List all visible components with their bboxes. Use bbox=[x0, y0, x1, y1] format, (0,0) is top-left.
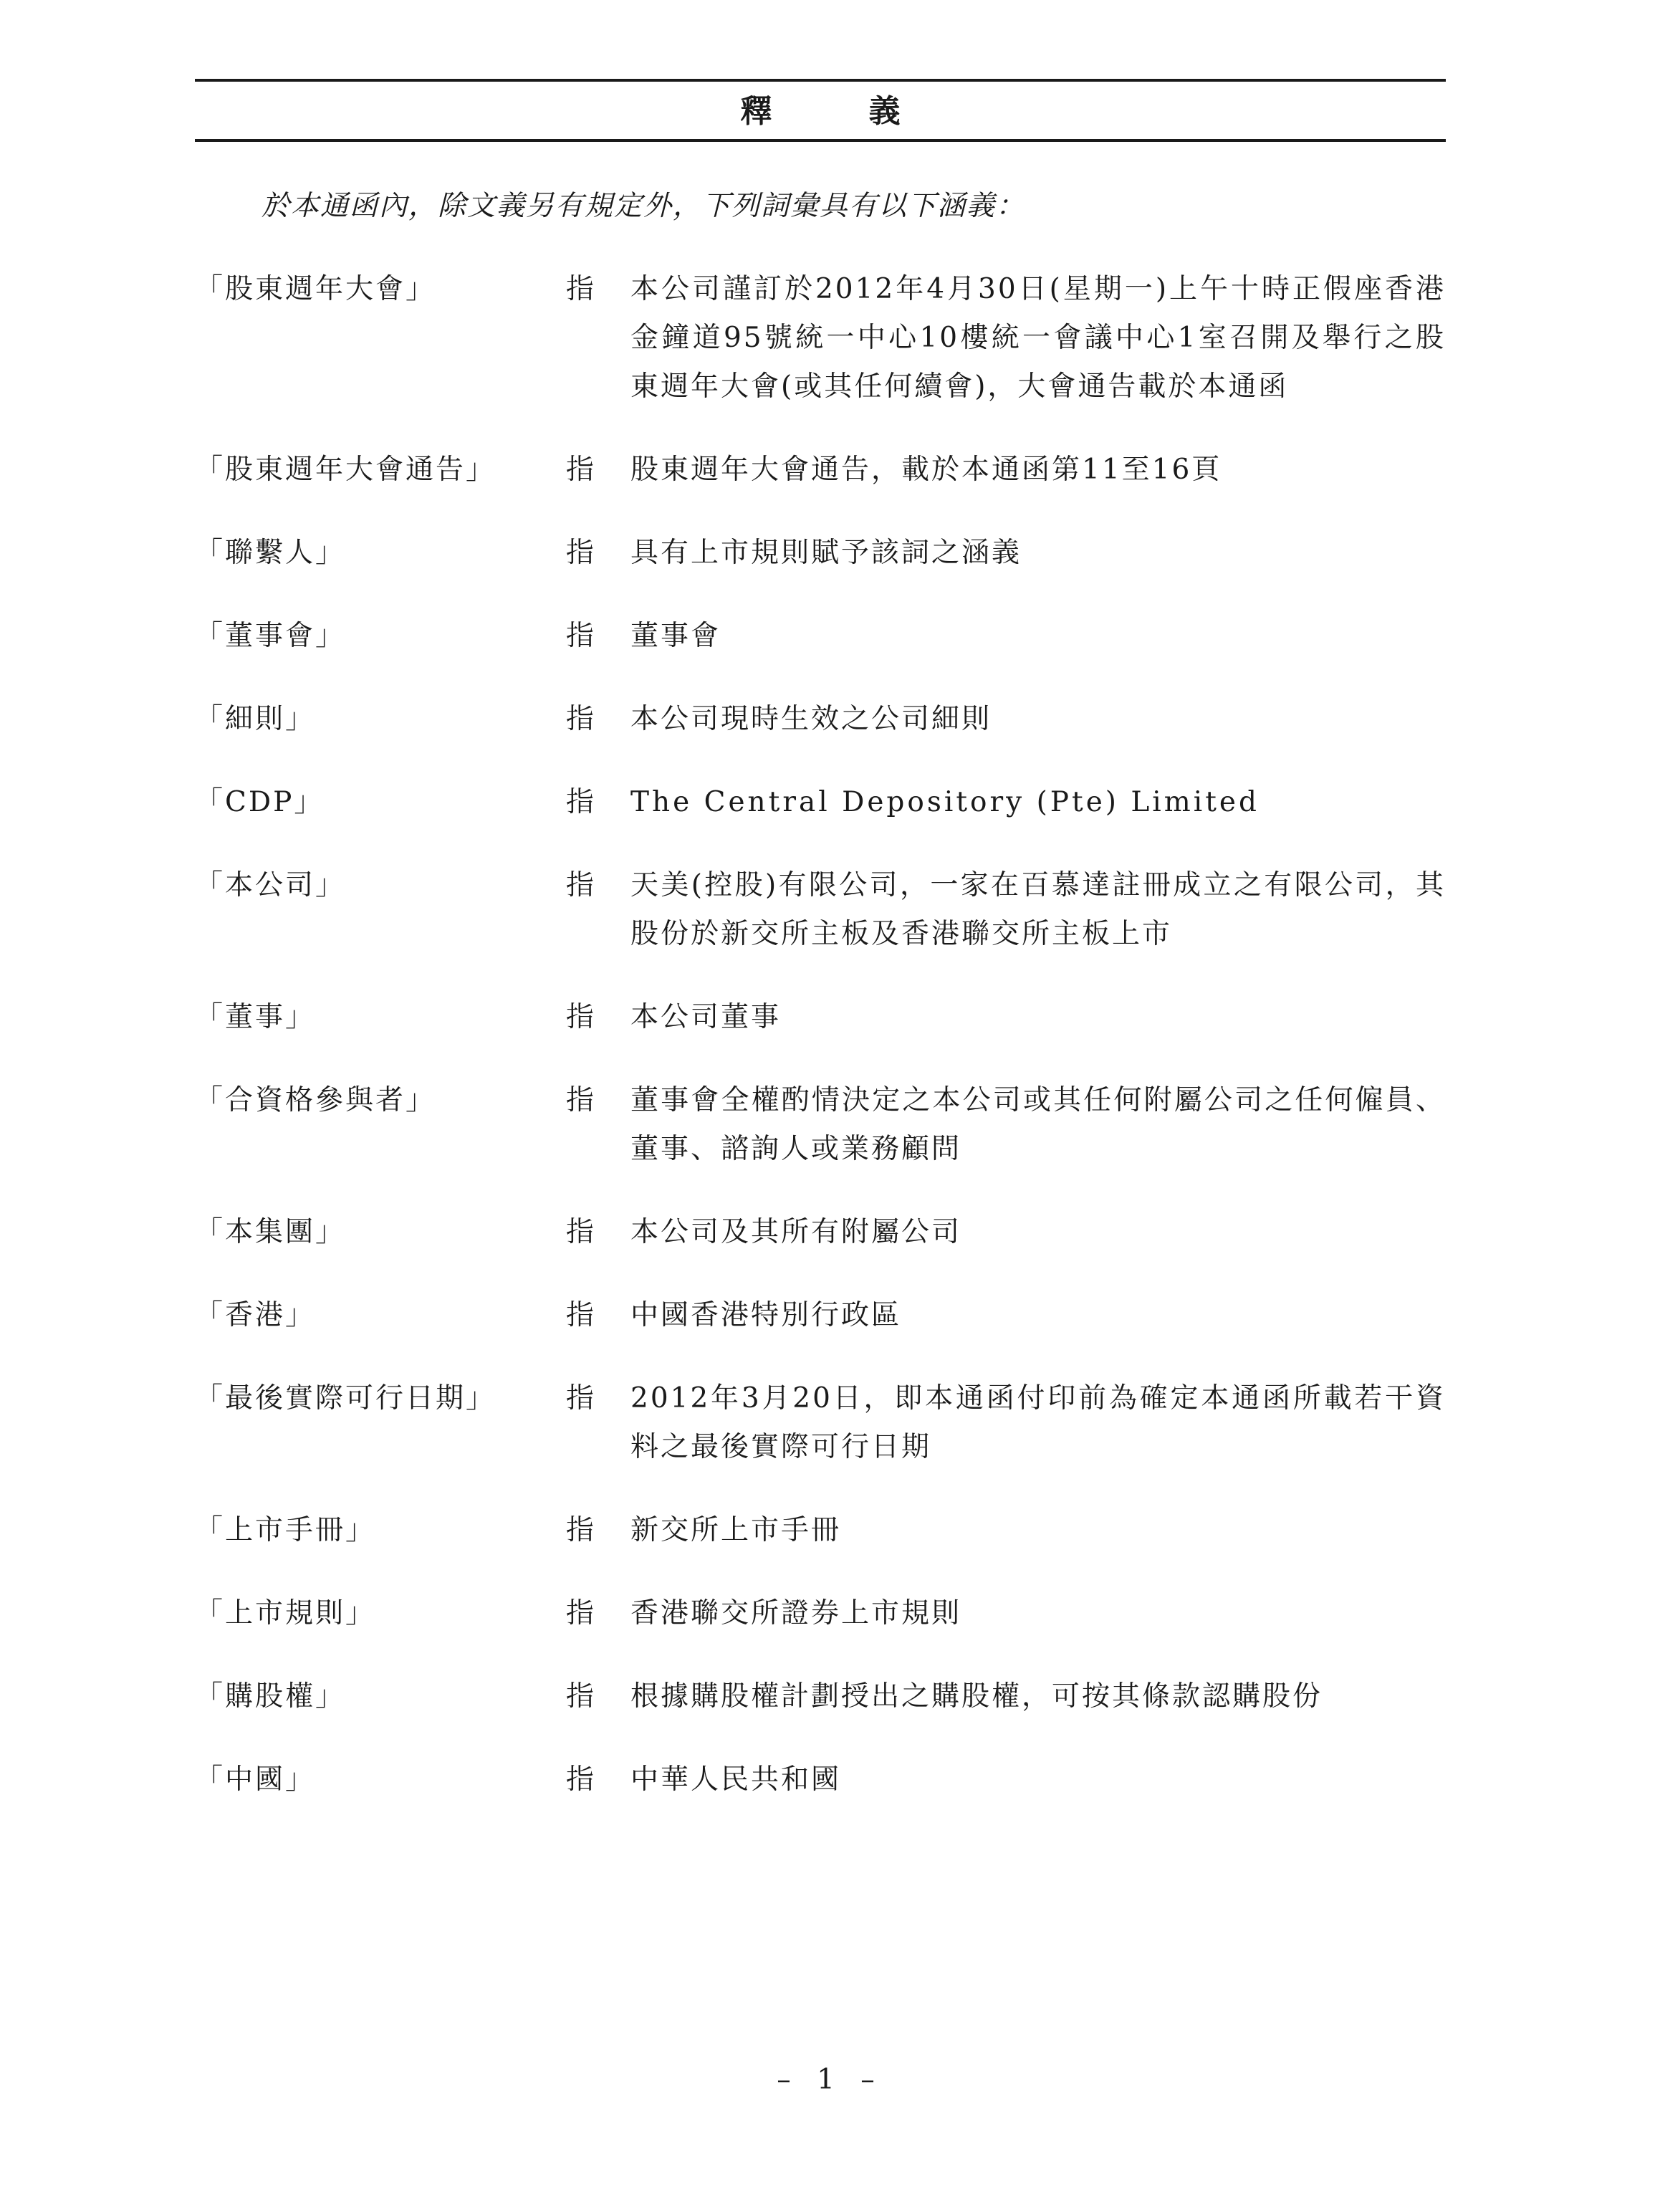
page-title: 釋 義 bbox=[740, 93, 944, 130]
definition-meaning: 具有上市規則賦予該詞之涵義 bbox=[630, 537, 1022, 569]
definition-meaning: 天美(控股)有限公司，一家在百慕達註冊成立之有限公司，其股份於新交所主板及香港聯交所主板上市 bbox=[630, 869, 1446, 950]
definition-meaning: 本公司現時生效之公司細則 bbox=[630, 703, 992, 735]
means-label: 指 bbox=[566, 1299, 597, 1331]
means-label: 指 bbox=[566, 1382, 597, 1414]
definition-meaning: 中華人民共和國 bbox=[630, 1763, 842, 1796]
definition-term: 「董事」 bbox=[195, 1001, 316, 1033]
definition-row bbox=[195, 1291, 1446, 1340]
definition-term: 「香港」 bbox=[195, 1299, 316, 1331]
definition-meaning: 新交所上市手冊 bbox=[630, 1514, 842, 1546]
page-number: – 1 – bbox=[777, 2064, 883, 2096]
definition-row bbox=[195, 1589, 1446, 1638]
definition-term: 「董事會」 bbox=[195, 620, 346, 652]
definition-term: 「上市手冊」 bbox=[195, 1514, 376, 1546]
definition-term: 「本公司」 bbox=[195, 869, 346, 901]
means-label: 指 bbox=[566, 1216, 597, 1248]
definition-row bbox=[195, 1506, 1446, 1555]
title-bottom-rule bbox=[195, 139, 1446, 142]
definition-term: 「本集團」 bbox=[195, 1216, 346, 1248]
means-label: 指 bbox=[566, 620, 597, 652]
means-label: 指 bbox=[566, 1597, 597, 1629]
definition-row bbox=[195, 993, 1446, 1042]
means-label: 指 bbox=[566, 786, 597, 818]
definition-term: 「聯繫人」 bbox=[195, 537, 346, 569]
definition-meaning: 中國香港特別行政區 bbox=[630, 1299, 902, 1331]
definition-meaning: 本公司董事 bbox=[630, 1001, 782, 1033]
definition-row bbox=[195, 1076, 1446, 1174]
definition-meaning: 董事會全權酌情決定之本公司或其任何附屬公司之任何僱員、董事、諮詢人或業務顧問 bbox=[630, 1084, 1446, 1165]
definition-meaning: 2012年3月20日，即本通函付印前為確定本通函所載若干資料之最後實際可行日期 bbox=[630, 1382, 1446, 1463]
means-label: 指 bbox=[566, 703, 597, 735]
definition-term: 「中國」 bbox=[195, 1763, 316, 1796]
means-label: 指 bbox=[566, 1514, 597, 1546]
definition-row bbox=[195, 612, 1446, 661]
definition-term: 「CDP」 bbox=[195, 786, 325, 818]
definition-row bbox=[195, 1672, 1446, 1721]
definition-meaning: 本公司謹訂於2012年4月30日(星期一)上午十時正假座香港金鐘道95號統一中心10樓統一會議中心1室召開及舉行之股東週年大會(或其任何續會)，大會通告載於本通函 bbox=[630, 273, 1446, 403]
definition-term: 「股東週年大會」 bbox=[195, 273, 436, 305]
definition-meaning: 根據購股權計劃授出之購股權，可按其條款認購股份 bbox=[630, 1680, 1323, 1713]
definition-row bbox=[195, 446, 1446, 494]
means-label: 指 bbox=[566, 1763, 597, 1796]
definition-row bbox=[195, 1208, 1446, 1257]
definition-term: 「合資格參與者」 bbox=[195, 1084, 436, 1116]
definition-meaning: 本公司及其所有附屬公司 bbox=[630, 1216, 962, 1248]
means-label: 指 bbox=[566, 273, 597, 305]
definition-term: 「上市規則」 bbox=[195, 1597, 376, 1629]
title-top-rule bbox=[195, 79, 1446, 82]
means-label: 指 bbox=[566, 1084, 597, 1116]
definition-meaning: 董事會 bbox=[630, 620, 721, 652]
definition-meaning: 香港聯交所證券上市規則 bbox=[630, 1597, 962, 1629]
definition-term: 「細則」 bbox=[195, 703, 316, 735]
means-label: 指 bbox=[566, 1680, 597, 1713]
definition-row bbox=[195, 529, 1446, 578]
definition-row bbox=[195, 1374, 1446, 1472]
intro-paragraph: 於本通函內，除文義另有規定外，下列詞彙具有以下涵義： bbox=[262, 190, 1026, 222]
definition-term: 「購股權」 bbox=[195, 1680, 346, 1713]
definition-row bbox=[195, 1756, 1446, 1804]
means-label: 指 bbox=[566, 454, 597, 486]
means-label: 指 bbox=[566, 537, 597, 569]
definition-term: 「最後實際可行日期」 bbox=[195, 1382, 496, 1414]
definition-term: 「股東週年大會通告」 bbox=[195, 454, 496, 486]
definition-row bbox=[195, 861, 1446, 959]
definition-meaning: The Central Depository (Pte) Limited bbox=[630, 786, 1260, 818]
definition-row bbox=[195, 265, 1446, 411]
means-label: 指 bbox=[566, 1001, 597, 1033]
definition-row bbox=[195, 695, 1446, 744]
definition-meaning: 股東週年大會通告，載於本通函第11至16頁 bbox=[630, 454, 1222, 486]
means-label: 指 bbox=[566, 869, 597, 901]
definition-row bbox=[195, 778, 1446, 827]
definitions-list bbox=[195, 265, 1446, 1839]
